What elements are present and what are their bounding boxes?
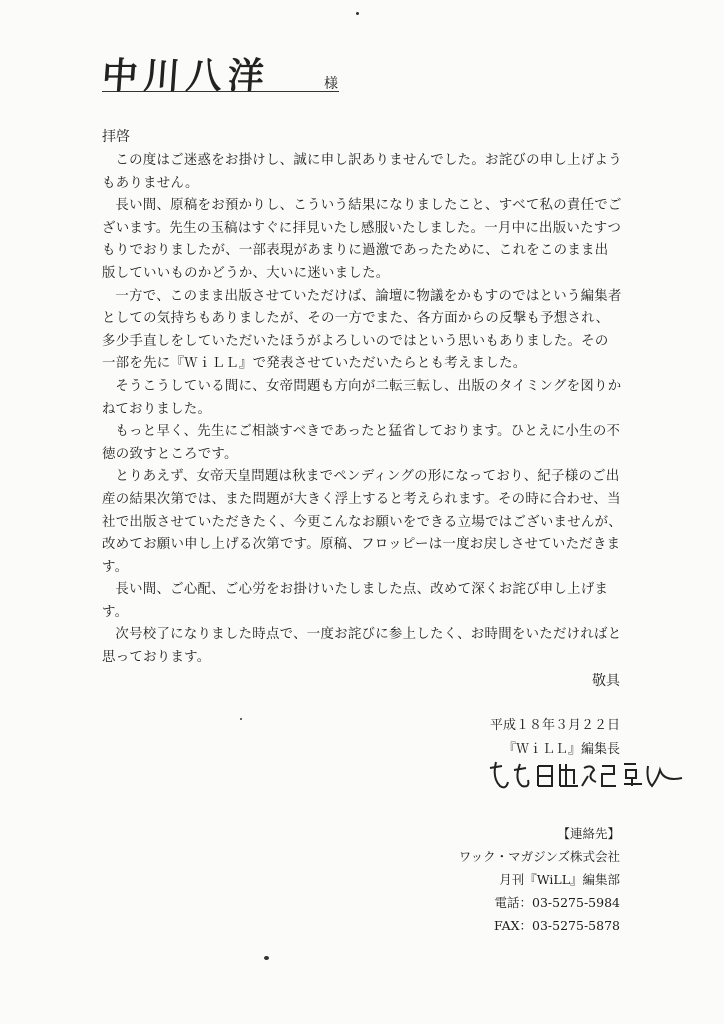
contact-company: ワック・マガジンズ株式会社 [458, 849, 620, 864]
addressee-underline [102, 91, 339, 92]
paper-speck [240, 718, 242, 720]
paper-speck [264, 956, 269, 960]
paper-speck [356, 12, 359, 15]
closing: 敬具 [592, 673, 620, 689]
paragraph: とりあえず、女帝天皇問題は秋までペンディングの形になっており、紀子様のご出産の結果次第では、また問題が大きく浮上すると考えられます。その時に合わせ、当社で出版させていただきたく、今更こんなお願いをできる立場ではございませんが、改めてお願い申し上げる次第です。原稿、フロッピーは一度お戻しさせていただきます。 [102, 469, 622, 575]
paragraph: 一方で、このまま出版させていただけば、論壇に物議をかもすのではという編集者としての気持ちもありましたが、その一方でまた、各方面からの反撃も予想され、多少手直しをしていただいたほうがよろしいのではという思いもありました。その一部を先に『ＷｉＬＬ』で発表させていただいたらとも考えました。 [102, 288, 622, 372]
addressee-name: 中川八洋 [100, 56, 272, 97]
paragraph: そうこうしている間に、女帝問題も方向が二転三転し、出版のタイミングを図りかねておりました。 [102, 378, 622, 417]
paragraph: この度はご迷惑をお掛けし、誠に申し訳ありませんでした。お詫びの申し上げようもありません。 [102, 153, 622, 191]
paragraph: もっと早く、先生にご相談すべきであったと猛省しております。ひとえに小生の不徳の致すところです。 [102, 424, 621, 462]
contact-heading: 【連絡先】 [557, 826, 620, 841]
contact-block [459, 822, 620, 937]
salutation: 拝啓 [102, 129, 130, 145]
paragraph: 長い間、原稿をお預かりし、こういう結果になりましたこと、すべて私の責任でございます。先生の玉稿はすぐに拝見いたし感服いたしました。一月中に出版いたすつもりでおりましたが、一部表現があまりに過激であったために、これをこのまま出版していいものかどうか、大いに迷いました。 [102, 198, 622, 281]
contact-department: 月刊『WiLL』編集部 [499, 872, 620, 887]
addressee-honorific: 様 [324, 76, 338, 92]
sender-title: 『ＷｉＬＬ』編集長 [502, 742, 620, 757]
paragraph: 次号校了になりました時点で、一度お詫びに参上したく、お時間をいただければと思っております。 [102, 627, 622, 666]
letter-date: 平成１８年３月２２日 [489, 718, 620, 733]
contact-phone: 電話：03-5275-5984 [494, 895, 620, 910]
paragraph: 長い間、ご心配、ご心労をお掛けいたしました点、改めて深くお詫び申し上げます。 [102, 582, 609, 620]
contact-fax: FAX：03-5275-5878 [494, 918, 620, 933]
letter-body [102, 150, 622, 670]
handwritten-signature [486, 756, 686, 796]
